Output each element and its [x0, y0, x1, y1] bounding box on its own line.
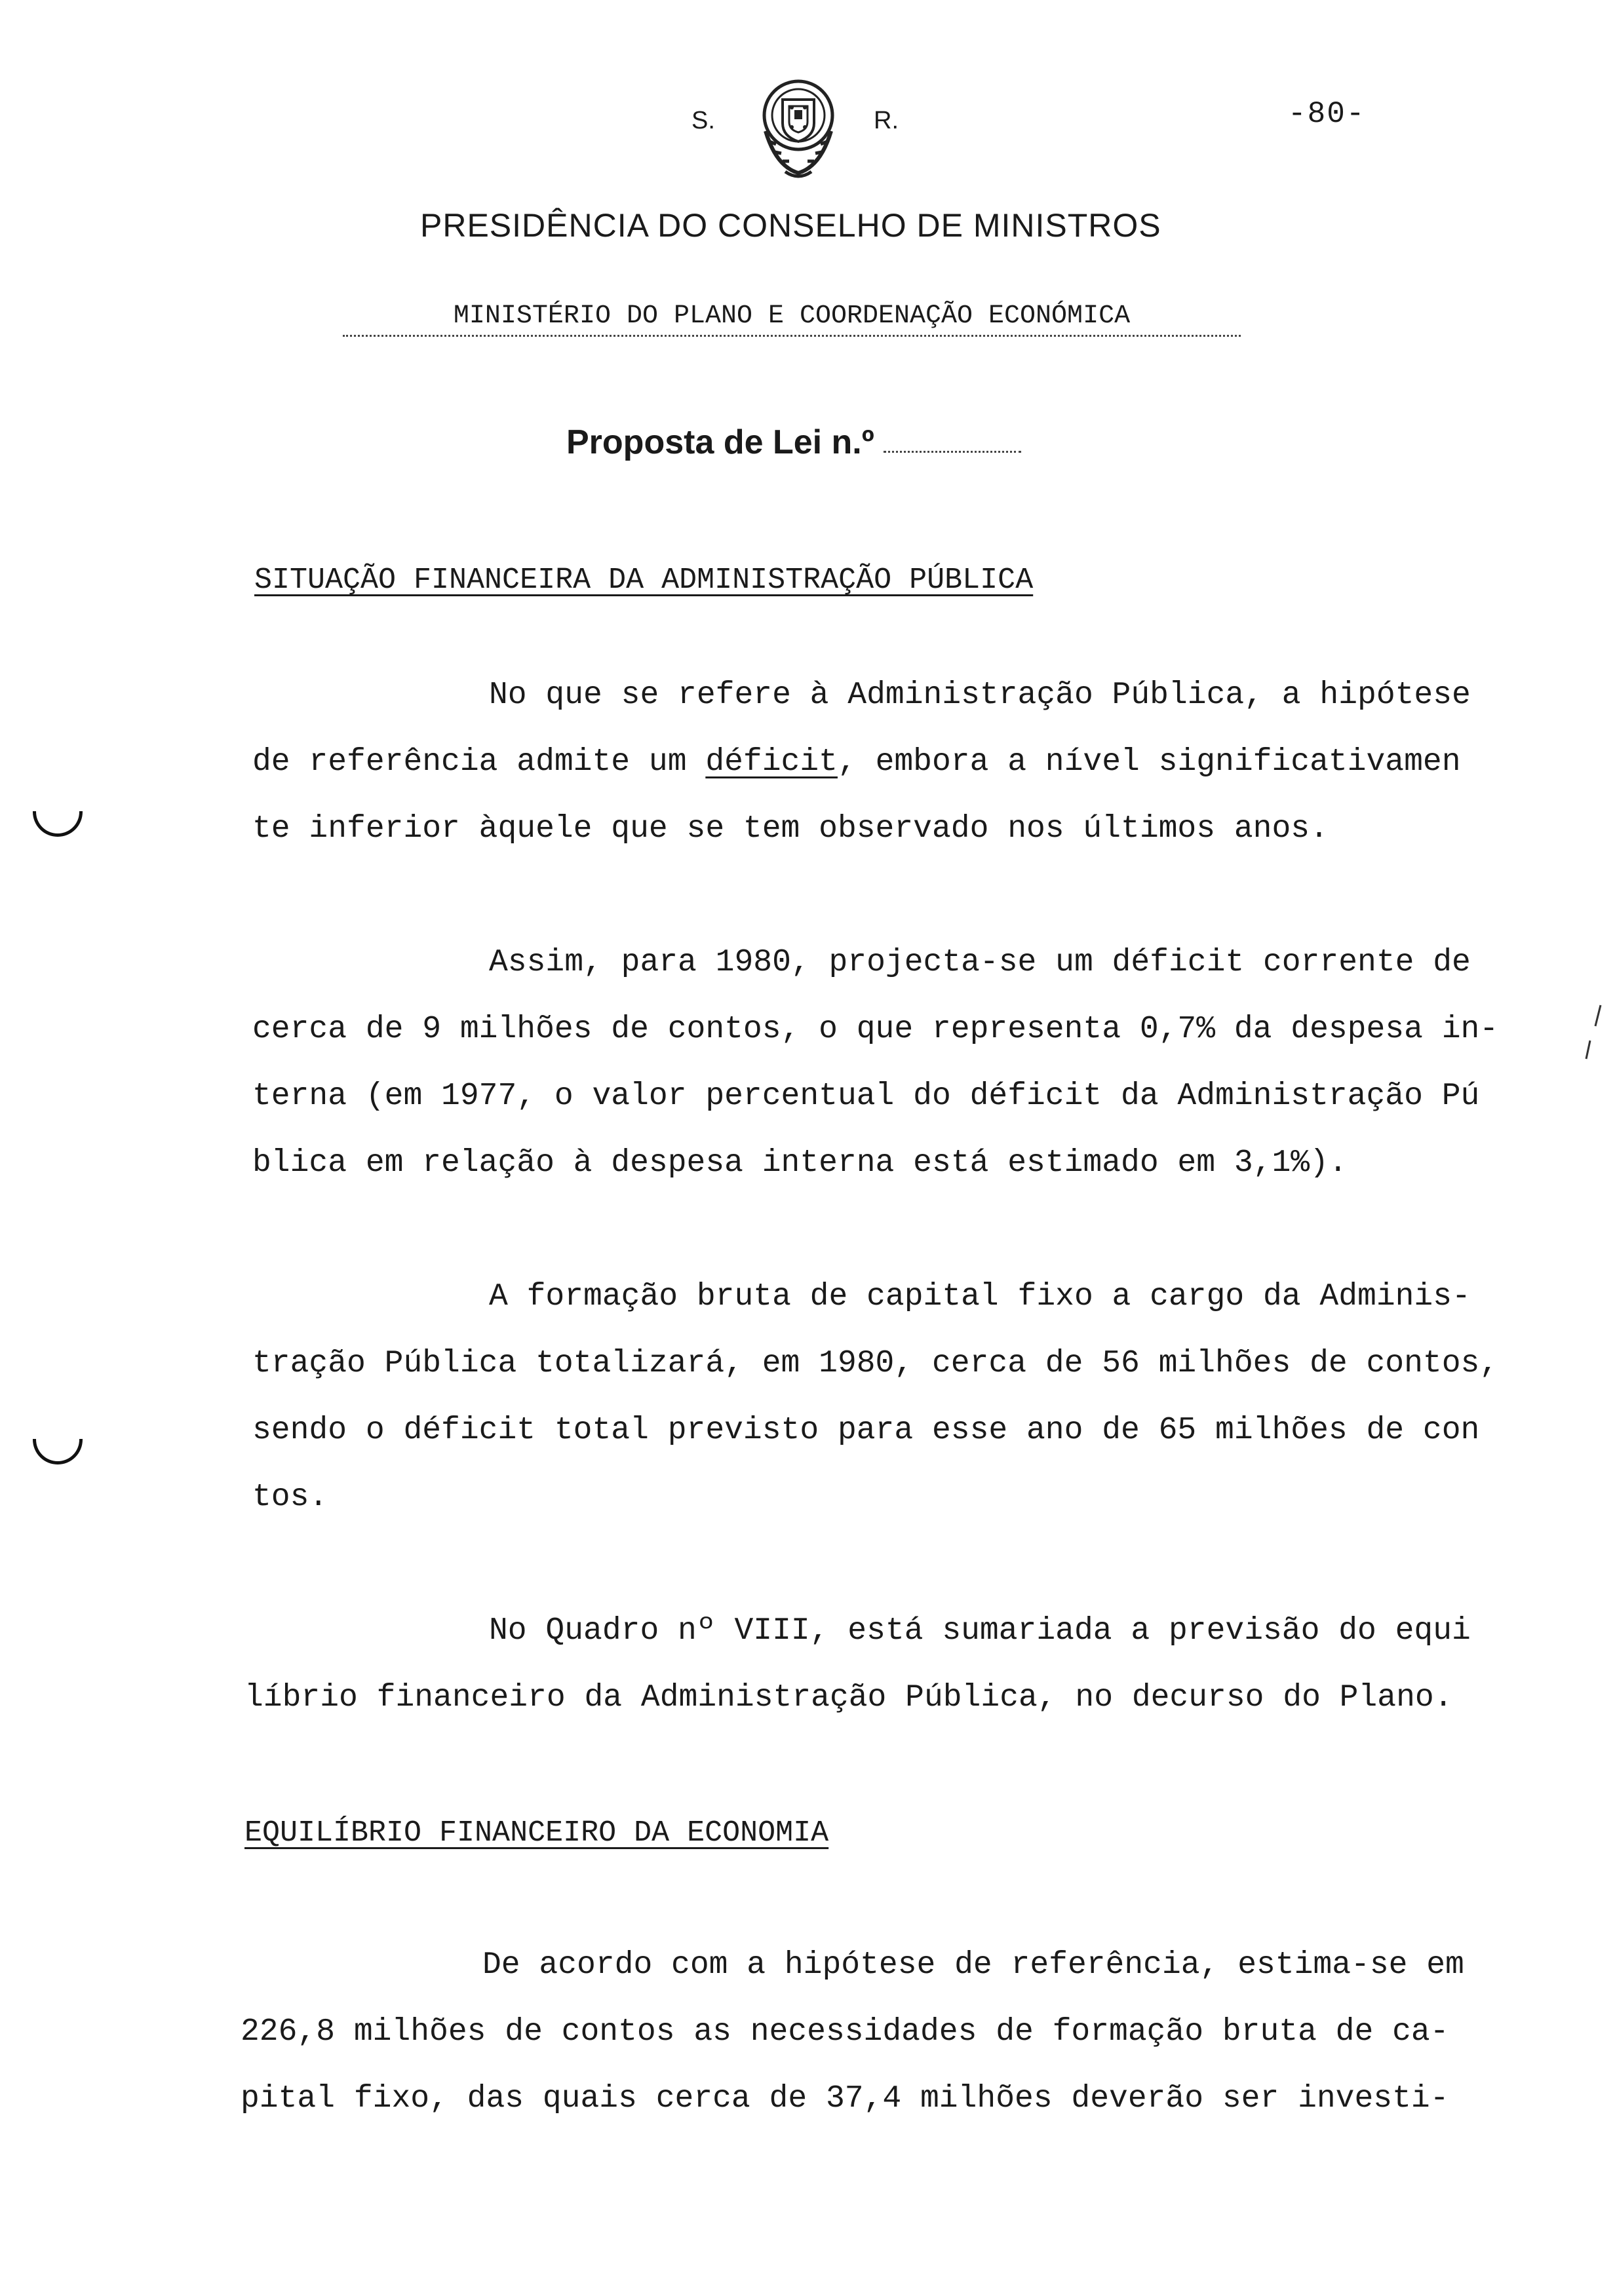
paragraph-line: tração Pública totalizará, em 1980, cerca de 56 milhões de contos, [252, 1346, 1499, 1381]
paragraph-line: te inferior àquele que se tem observado nos últimos anos. [252, 811, 1329, 847]
paragraph-line: Assim, para 1980, projecta-se um déficit corrente de [489, 945, 1471, 980]
paragraph-line: No Quadro nº VIII, está sumariada a previsão do equi [489, 1613, 1471, 1649]
section-heading-public-admin: SITUAÇÃO FINANCEIRA DA ADMINISTRAÇÃO PÚBLICA [254, 564, 1034, 597]
section-heading-economy: EQUILÍBRIO FINANCEIRO DA ECONOMIA [244, 1816, 829, 1850]
initial-s: S. [691, 107, 715, 134]
paragraph-line: sendo o déficit total previsto para esse ano de 65 milhões de con [252, 1413, 1480, 1448]
paragraph-line: pital fixo, das quais cerca de 37,4 milhões deverão ser investi- [241, 2081, 1449, 2116]
paragraph-line: A formação bruta de capital fixo a cargo da Adminis- [489, 1279, 1471, 1314]
margin-mark [33, 1439, 83, 1464]
paragraph-line: 226,8 milhões de contos as necessidades de formação bruta de ca- [241, 2014, 1449, 2050]
underlined-term: déficit [705, 744, 838, 780]
paragraph-line: tos. [252, 1480, 328, 1515]
paragraph-line: terna (em 1977, o valor percentual do déficit da Administração Pú [252, 1079, 1480, 1114]
margin-tick-icon [1581, 1003, 1607, 1062]
proposal-label: Proposta de Lei n.º [566, 423, 874, 461]
ministry-title: MINISTÉRIO DO PLANO E COORDENAÇÃO ECONÓMICA [343, 301, 1241, 337]
presidency-title: PRESIDÊNCIA DO CONSELHO DE MINISTROS [420, 207, 1161, 244]
margin-mark [33, 811, 83, 837]
paragraph-line: líbrio financeiro da Administração Pública, no decurso do Plano. [244, 1680, 1453, 1715]
proposal-number-blank [884, 444, 1021, 453]
paragraph-line: cerca de 9 milhões de contos, o que representa 0,7% da despesa in- [252, 1012, 1499, 1047]
paragraph-line: blica em relação à despesa interna está estimado em 3,1%). [252, 1145, 1348, 1181]
initial-r: R. [874, 107, 899, 134]
paragraph-line: de referência admite um déficit, embora a nível significativamen [252, 744, 1461, 780]
coat-of-arms-icon [739, 68, 857, 186]
paragraph-line: De acordo com a hipótese de referência, estima-se em [482, 1947, 1464, 1983]
page-number: -80- [1288, 97, 1366, 131]
paragraph-line: No que se refere à Administração Pública, a hipótese [489, 678, 1471, 713]
